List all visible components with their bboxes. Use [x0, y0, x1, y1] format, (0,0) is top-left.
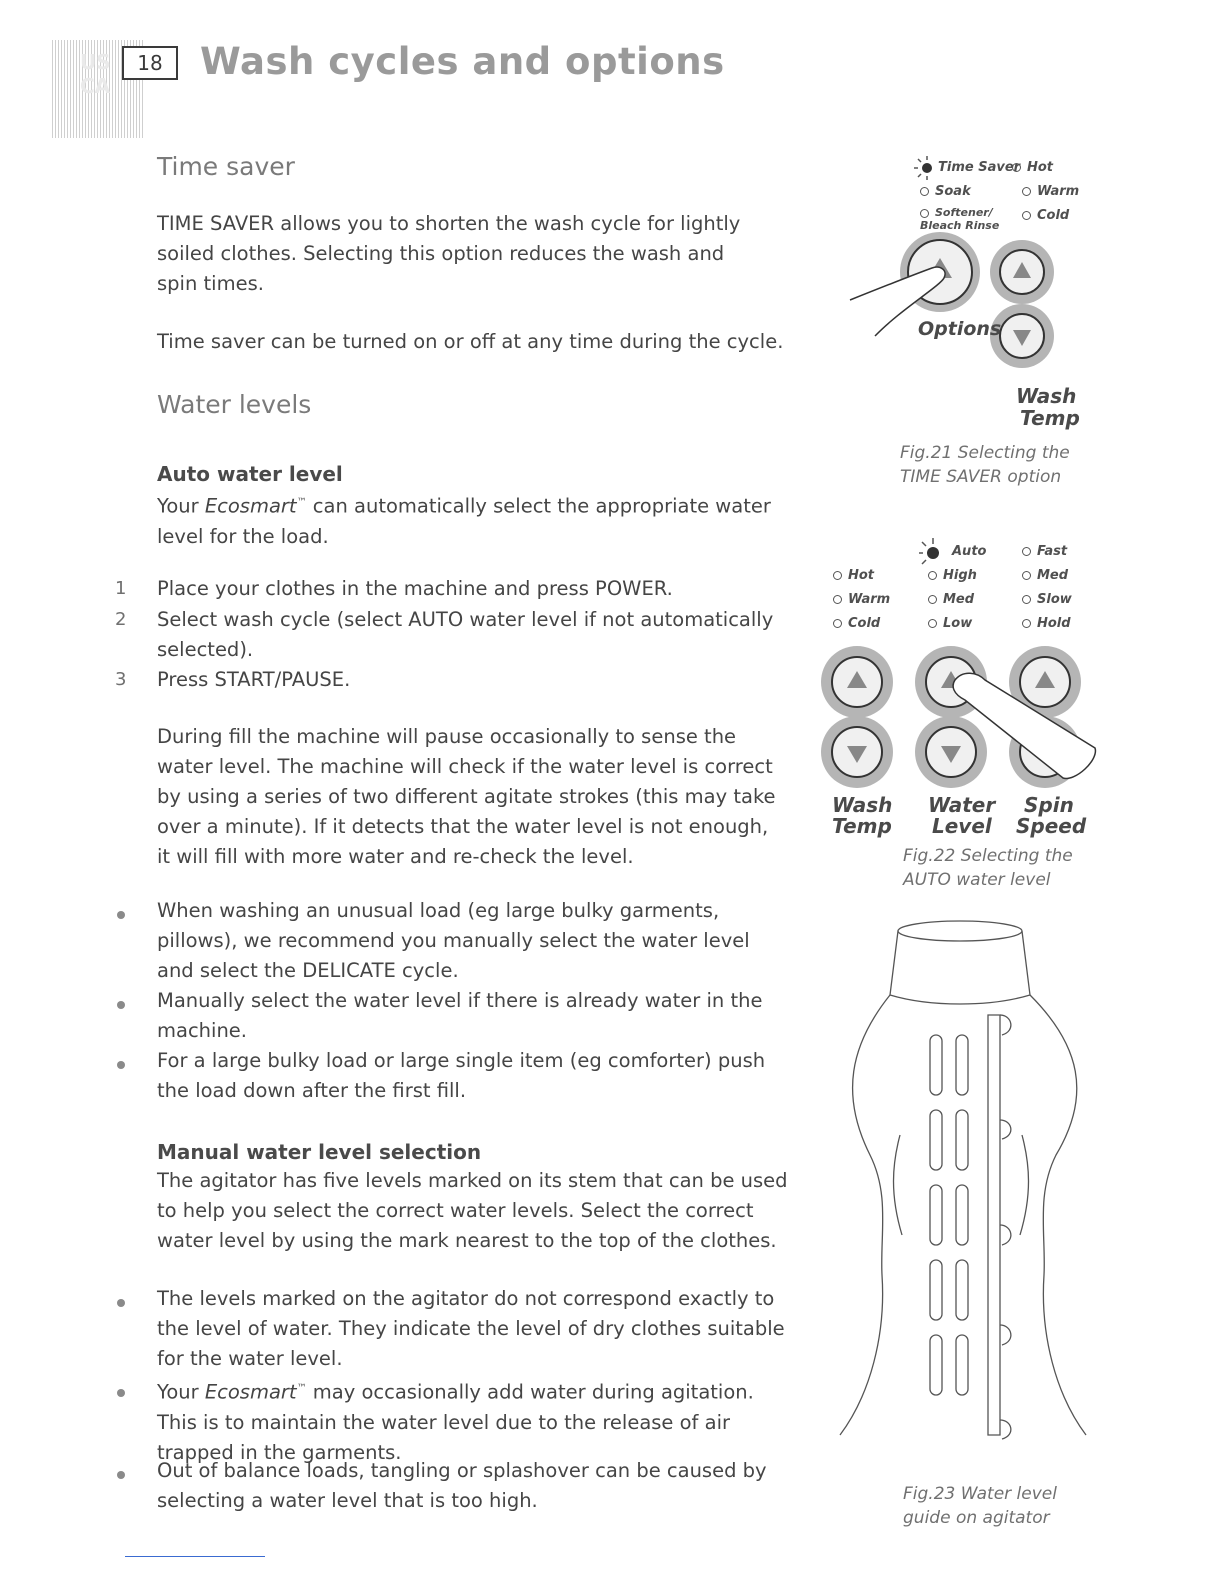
step-number: 3 [115, 669, 127, 690]
text-line: over a minute). If it detects that the water level is not enough, [157, 815, 769, 838]
manual-water-level-heading: Manual water level selection [157, 1140, 482, 1164]
bullet-text [157, 1456, 797, 1516]
brand-name: Ecosmart [204, 1380, 297, 1404]
caption-line: AUTO water level [903, 870, 1051, 890]
text-line: The agitator has five levels marked on its stem that can be used [157, 1169, 788, 1192]
lit-indicator-icon [919, 538, 939, 564]
caption-line: TIME SAVER option [900, 467, 1062, 487]
text-line: This is to maintain the water level due to the release of air [157, 1410, 731, 1434]
temp-label: Cold [848, 616, 881, 631]
bullet-icon [117, 1299, 125, 1307]
footer-rule [125, 1556, 265, 1557]
fill-paragraph [157, 722, 797, 872]
text-line: by using a series of two different agitate strokes (this may take [157, 785, 776, 808]
water-label: Water [928, 793, 996, 817]
bullet-text [157, 896, 797, 986]
level-label: High [943, 568, 977, 583]
bullet-icon [117, 1389, 125, 1397]
speed-label: Fast [1037, 544, 1068, 559]
wash-label: Wash [832, 793, 893, 817]
bullet-text [157, 1374, 797, 1468]
wash-temp-buttons-icon [821, 646, 893, 788]
bullet-icon [117, 1471, 125, 1479]
fig22-caption [903, 844, 1073, 892]
fig22-control-illustration [805, 520, 1105, 800]
step-text: Press START/PAUSE. [157, 668, 351, 691]
caption-line: Fig.21 Selecting the [900, 443, 1070, 463]
text-line: the level of water. They indicate the level of dry clothes suitable [157, 1317, 785, 1340]
time-saver-paragraph [157, 209, 797, 299]
text-line: selecting a water level that is too high. [157, 1489, 538, 1512]
time-saver-toggle-note: Time saver can be turned on or off at any time during the cycle. [157, 330, 784, 353]
text-line: During fill the machine will pause occasionally to sense the [157, 725, 737, 748]
lit-indicator-icon [914, 156, 932, 180]
caption-line: Fig.23 Water level [903, 1484, 1057, 1504]
manual-water-level-paragraph [157, 1166, 797, 1256]
text-line: trapped in the garments. [157, 1440, 402, 1464]
text-line: to help you select the correct water levels. Select the correct [157, 1199, 754, 1222]
temp-label: Warm [848, 592, 891, 607]
level-label: Low [943, 616, 973, 631]
temp-label: Warm [1037, 184, 1080, 199]
level-label: Level [932, 814, 992, 838]
option-time-saver: Time Saver [938, 160, 1021, 175]
options-label: Options [918, 318, 1002, 340]
speed-label: Med [1037, 568, 1069, 583]
wash-label: Wash [1016, 384, 1077, 408]
bullet-icon [117, 911, 125, 919]
text-run: Your [157, 1380, 205, 1404]
fig21-control-illustration [840, 150, 1080, 390]
trademark: ™ [296, 497, 307, 508]
bullet-icon [117, 1001, 125, 1009]
language-tab-us: US [80, 50, 111, 74]
time-saver-heading: Time saver [157, 152, 295, 181]
text-line: for the water level. [157, 1347, 343, 1370]
text-line [157, 1374, 797, 1408]
temp-label: Hot [1027, 160, 1054, 175]
brand-name: Ecosmart [204, 494, 297, 518]
language-tab-ca: CA [80, 74, 111, 98]
fig21-caption [900, 441, 1070, 489]
text-line: When washing an unusual load (eg large bulky garments, [157, 899, 720, 922]
bullet-text [157, 986, 797, 1046]
water-level-buttons-icon [915, 646, 987, 788]
language-tab-labels [80, 50, 111, 98]
text-line: it will fill with more water and re-check the level. [157, 845, 634, 868]
speed-label: Speed [1016, 814, 1087, 838]
text-line: pillows), we recommend you manually select the water level [157, 929, 750, 952]
water-levels-heading: Water levels [157, 390, 312, 419]
text-line: and select the DELICATE cycle. [157, 959, 459, 982]
auto-water-level-paragraph [157, 488, 797, 552]
text-run: may occasionally add water during agitation. [306, 1380, 754, 1404]
bullet-text [157, 1046, 797, 1106]
step-text [157, 605, 797, 665]
option-label: Softener/ Bleach Rinse [920, 206, 1000, 232]
step-text: Place your clothes in the machine and press POWER. [157, 577, 673, 600]
text-run: Your [157, 494, 205, 518]
text-line: machine. [157, 1019, 247, 1042]
step-number: 1 [115, 578, 127, 599]
text-line: level for the load. [157, 524, 329, 548]
temp-label: Hot [848, 568, 875, 583]
page-number: 18 [122, 46, 178, 80]
agitator-illustration [830, 915, 1100, 1475]
text-line: Manually select the water level if there is already water in the [157, 989, 763, 1012]
text-line: For a large bulky load or large single item (eg comforter) push [157, 1049, 766, 1072]
text-line: Select wash cycle (select AUTO water level if not automatically [157, 608, 774, 631]
step-number: 2 [115, 609, 127, 630]
page-title: Wash cycles and options [200, 40, 725, 83]
trademark: ™ [296, 1383, 307, 1394]
level-auto: Auto [952, 544, 987, 559]
text-line: The levels marked on the agitator do not correspond exactly to [157, 1287, 775, 1310]
text-line: Out of balance loads, tangling or splashover can be caused by [157, 1459, 767, 1482]
level-label: Med [943, 592, 975, 607]
temp-label: Cold [1037, 208, 1070, 223]
temp-label: Temp [832, 814, 892, 838]
text-line: selected). [157, 638, 254, 661]
fig23-caption [903, 1482, 1057, 1530]
text-line: spin times. [157, 272, 264, 295]
text-line: TIME SAVER allows you to shorten the wash cycle for lightly [157, 212, 741, 235]
speed-label: Hold [1037, 616, 1071, 631]
text-line: water level by using the mark nearest to the top of the clothes. [157, 1229, 777, 1252]
text-run: can automatically select the appropriate water [306, 494, 771, 518]
caption-line: guide on agitator [903, 1508, 1050, 1528]
text-line: the load down after the first fill. [157, 1079, 467, 1102]
auto-water-level-heading: Auto water level [157, 462, 343, 486]
text-line [157, 488, 797, 522]
bullet-text [157, 1284, 797, 1374]
caption-line: Fig.22 Selecting the [903, 846, 1073, 866]
temp-label: Temp [1020, 406, 1080, 430]
spin-label: Spin [1024, 793, 1074, 817]
option-label: Soak [935, 184, 971, 199]
wash-temp-buttons-icon [990, 240, 1054, 368]
speed-label: Slow [1037, 592, 1072, 607]
bullet-icon [117, 1061, 125, 1069]
text-line: water level. The machine will check if the water level is correct [157, 755, 773, 778]
text-line: soiled clothes. Selecting this option reduces the wash and [157, 242, 725, 265]
